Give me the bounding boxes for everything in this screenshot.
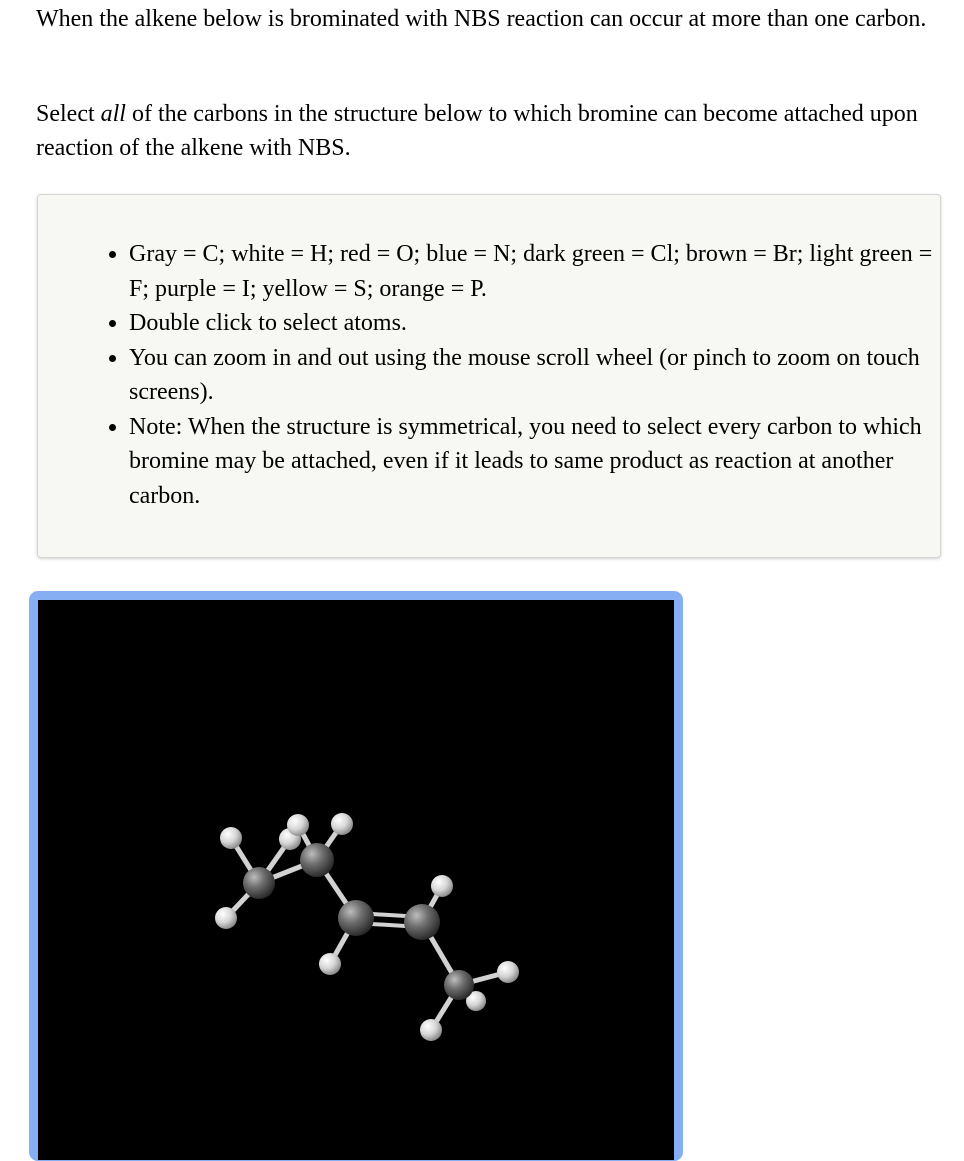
hydrogen-atom-h9[interactable]: [420, 1019, 442, 1041]
instructions-box: [37, 194, 941, 558]
carbon-atom-c3[interactable]: [338, 900, 374, 936]
hydrogen-atom-h3[interactable]: [215, 907, 237, 929]
instruction-select-atoms: • Double click to select atoms.: [129, 306, 941, 341]
carbon-atom-c4[interactable]: [404, 904, 440, 940]
instructions-list: [38, 237, 941, 513]
hydrogen-atom-h7[interactable]: [431, 875, 453, 897]
instruction-emphasis: all: [100, 101, 126, 127]
instruction-color-legend: • Gray = C; white = H; red = O; blue = N; dark green = Cl; brown = Br; light green = F; purple = I; yellow = S; orange = P.: [129, 237, 941, 306]
question-intro: When the alkene below is brominated with NBS reaction can occur at more than one carbon.: [36, 6, 927, 32]
hydrogen-atom-h5[interactable]: [287, 814, 309, 836]
instruction-symmetry-note: • Note: When the structure is symmetrical, you need to select every carbon to which bromine may be attached, even if it leads to same product as reaction at another carbon.: [129, 410, 941, 514]
instruction-text-end: of the carbons in the structure below to which bromine can become attached upon reaction of the alkene with NBS.: [36, 101, 918, 161]
hydrogen-atom-h1[interactable]: [220, 827, 242, 849]
hydrogen-atom-h4[interactable]: [331, 813, 353, 835]
instruction-zoom: • You can zoom in and out using the mouse scroll wheel (or pinch to zoom on touch screens).: [129, 341, 941, 410]
carbon-atom-c2[interactable]: [300, 843, 334, 877]
hydrogen-atom-h8[interactable]: [497, 961, 519, 983]
molecule-viewer[interactable]: [38, 600, 674, 1160]
hydrogen-atom-h6[interactable]: [319, 953, 341, 975]
instruction-text-start: Select: [36, 101, 101, 127]
carbon-atom-c5[interactable]: [444, 970, 474, 1000]
question-instruction: [36, 97, 946, 165]
carbon-atom-c1[interactable]: [243, 867, 275, 899]
molecule-canvas[interactable]: [38, 600, 674, 1160]
